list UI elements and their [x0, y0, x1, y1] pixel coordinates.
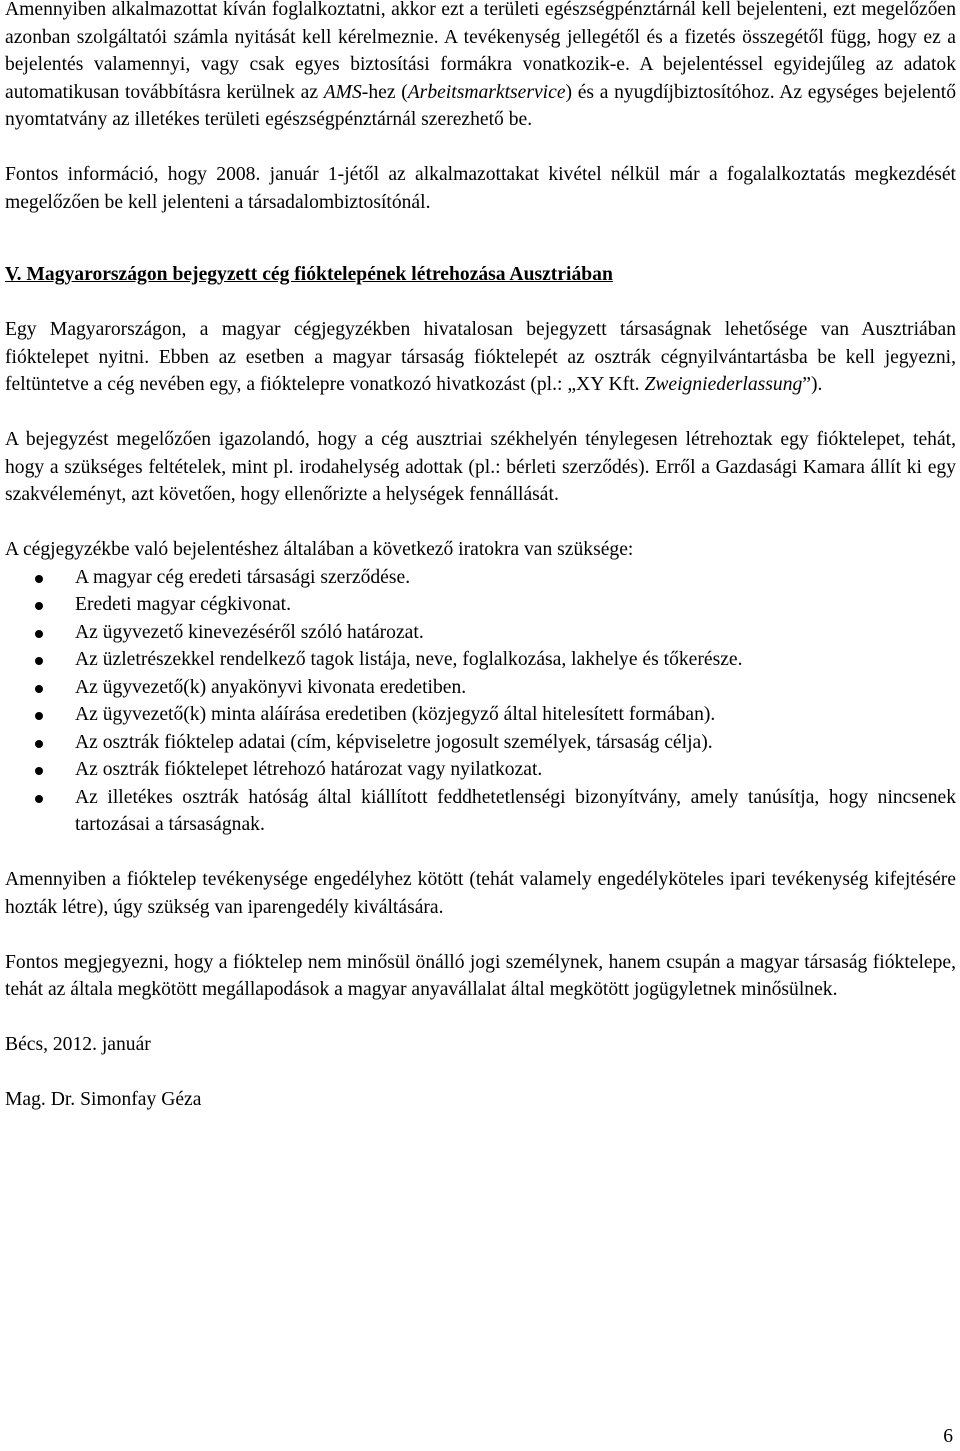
- bullet-icon: [35, 685, 43, 693]
- intro-text-rest: ) és a nyugdíjbiztosítóhoz. Az egységes bejelentő nyomtatvány az illetékes területi egészségpénztárnál szerezhető be.: [5, 81, 956, 130]
- list-item: [5, 564, 956, 592]
- section-paragraph-2: A bejegyzést megelőzően igazolandó, hogy a cég ausztriai székhelyén ténylegesen létrehoztak egy fióktelepet, tehát, hogy a szükséges feltételek, mint pl. irodahelység adottak (pl.: bérleti szerződés). Erről a Gazdasági Kamara állít ki egy szakvéleményt, azt követően, hogy ellenőrizte a helységek fennállását.: [5, 429, 956, 505]
- list-item: [5, 701, 956, 729]
- list-item: [5, 756, 956, 784]
- list-item-text: Az osztrák fióktelep adatai (cím, képviseletre jogosult személyek, társaság célja).: [75, 731, 713, 753]
- bullet-icon: [35, 657, 43, 665]
- section-p1-end: ”).: [802, 374, 823, 395]
- section-heading: V. Magyarországon bejegyzett cég fióktelepének létrehozása Ausztriában: [5, 264, 613, 285]
- intro-paragraph-1: [5, 0, 956, 134]
- list-item: [5, 591, 956, 619]
- zweigniederlassung-term: Zweigniederlassung: [644, 374, 803, 395]
- list-item-text: Eredeti magyar cégkivonat.: [75, 594, 291, 615]
- list-item-text: Az üzletrészekkel rendelkező tagok listája, neve, foglalkozása, lakhelye és tőkerésze.: [75, 649, 743, 670]
- arbeitsmarktservice-term: Arbeitsmarktservice: [407, 81, 566, 103]
- place-date: Bécs, 2012. január: [5, 1034, 151, 1055]
- list-item: [5, 619, 956, 647]
- bullet-icon: [35, 575, 43, 583]
- list-item: [5, 646, 956, 674]
- list-item: [5, 729, 956, 757]
- requirements-list: [5, 564, 956, 839]
- bullet-icon: [35, 795, 43, 803]
- bullet-icon: [35, 630, 43, 638]
- list-item-text: Az ügyvezető(k) anyakönyvi kivonata eredetiben.: [75, 676, 467, 698]
- list-item-text: Az ügyvezető(k) minta aláírása eredetiben (közjegyző által hitelesített formában).: [75, 704, 716, 725]
- ams-abbreviation: AMS: [323, 81, 362, 103]
- section-paragraph-4: Fontos megjegyezni, hogy a fióktelep nem minősül önálló jogi személynek, hanem csupán a magyar társaság fióktelepe, tehát az általa megkötött megállapodások a magyar anyavállalat által megkötött jogügyletnek minősülnek.: [5, 951, 956, 1000]
- document-page: [5, 0, 956, 1114]
- section-paragraph-1: [5, 316, 956, 399]
- intro-paragraph-2: Fontos információ, hogy 2008. január 1-jétől az alkalmazottakat kivétel nélkül már a fogalalkoztatás megkezdését megelőzően be kell jelenteni a társadalombiztosítónál.: [5, 164, 956, 213]
- signature-name: Mag. Dr. Simonfay Géza: [5, 1089, 202, 1110]
- page-number: 6: [943, 1426, 953, 1447]
- bullet-icon: [35, 712, 43, 720]
- list-item: [5, 674, 956, 702]
- section-p1-text: Egy Magyarországon, a magyar cégjegyzékben hivatalosan bejegyzett társaságnak lehetősége van Ausztriában fióktelepet nyitni. Ebben az esetben a magyar társaság fióktelepét az osztrák cégnyilvántartásba be kell jegyezni, feltüntetve a cég nevében egy, a fióktelepre vonatkozó hivatkozást (pl.: „XY Kft.: [5, 319, 956, 395]
- list-item-text: Az osztrák fióktelepet létrehozó határozat vagy nyilatkozat.: [75, 759, 543, 780]
- section-paragraph-3: Amennyiben a fióktelep tevékenysége engedélyhez kötött (tehát valamely engedélyköteles ipari tevékenység kifejtésére hozták létre), úgy szükség van iparengedély kiváltására.: [5, 869, 956, 918]
- bullet-icon: [35, 602, 43, 610]
- intro-text: Amennyiben alkalmazottat kíván foglalkoztatni, akkor ezt a területi egészségpénztárnál kell bejelenteni, ezt megelőzően azonban szolgáltatói számla nyitását kell kérelmeznie. A tevékenység jellegétől és a fizetés összegétől függ, hogy ez a bejelentés valamennyi, vagy csak egyes biztosítási formákra vonatkozik-e. A bejelentéssel egyidejűleg az adatok automatikusan továbbításra kerülnek az: [5, 0, 956, 103]
- list-item-text: Az illetékes osztrák hatóság által kiállított feddhetetlenségi bizonyítvány, amely tanúsítja, hogy nincsenek tartozásai a társaságnak.: [75, 786, 956, 835]
- bullet-icon: [35, 767, 43, 775]
- intro-text-hez: -hez (: [361, 81, 408, 103]
- requirements-intro: A cégjegyzékbe való bejelentéshez általában a következő iratokra van szüksége:: [5, 539, 634, 560]
- list-item-text: A magyar cég eredeti társasági szerződése.: [75, 566, 411, 588]
- list-item-text: Az ügyvezető kinevezéséről szóló határozat.: [75, 621, 424, 643]
- list-item: [5, 784, 956, 839]
- bullet-icon: [35, 740, 43, 748]
